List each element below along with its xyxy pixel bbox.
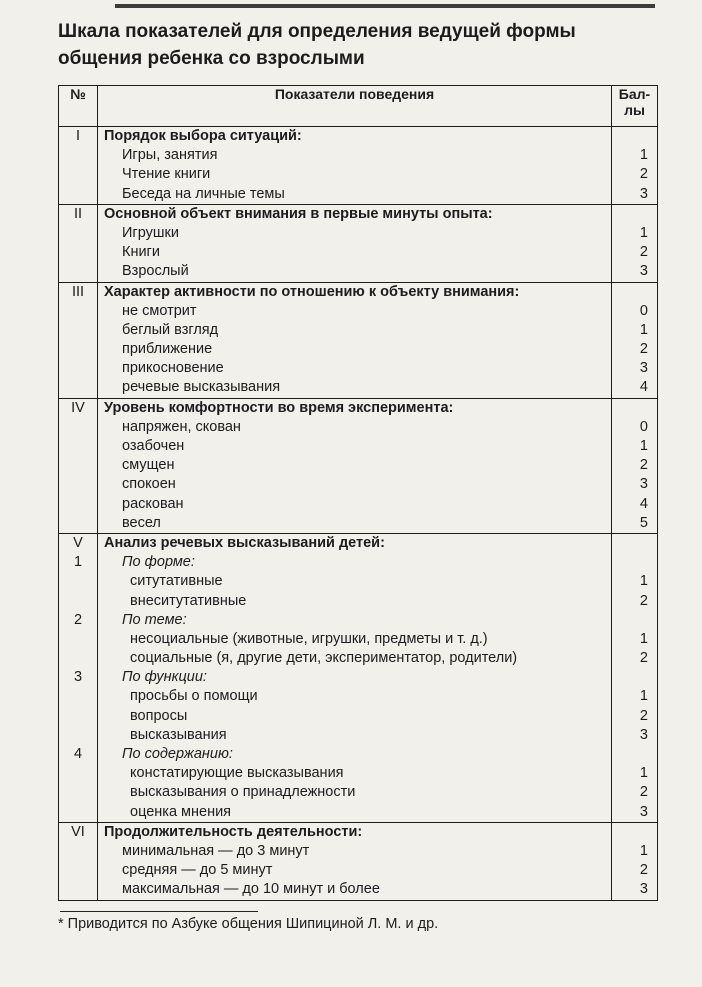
section-row [59, 127, 658, 205]
section-points-cell [612, 204, 658, 282]
indicator-score: 3 [639, 476, 648, 493]
indicator-item: социальные (я, другие дети, экспериментатор, родители) [130, 650, 518, 667]
indicator-item: несоциальные (животные, игрушки, предметы и т. д.) [130, 630, 488, 647]
points-spacer [612, 127, 657, 146]
indicator-item: Игрушки [122, 224, 179, 241]
subsection-number: 1 [73, 554, 83, 571]
indicator-item: вопросы [130, 707, 188, 724]
section-indicators-cell [98, 822, 612, 900]
subsection-number: 3 [73, 669, 83, 686]
number-spacer [59, 514, 97, 533]
number-spacer [59, 649, 97, 668]
section-row [59, 282, 658, 398]
indicator-item: весел [122, 514, 161, 531]
indicator-item: минимальная — до 3 минут [122, 842, 310, 859]
section-number-cell [59, 204, 98, 282]
number-spacer [59, 378, 97, 397]
indicator-score: 4 [639, 495, 648, 512]
indicator-score: 1 [639, 688, 648, 705]
number-spacer [59, 726, 97, 745]
points-spacer [612, 205, 657, 224]
number-spacer [59, 302, 97, 321]
indicator-score: 3 [639, 263, 648, 280]
points-spacer [612, 668, 657, 687]
indicator-score: 3 [639, 360, 648, 377]
section-number: VI [71, 823, 85, 840]
indicator-item: озабочен [122, 438, 185, 454]
subsection-number: 2 [73, 611, 83, 628]
indicator-score: 2 [639, 592, 648, 609]
indicator-score: 3 [639, 185, 648, 202]
number-spacer [59, 630, 97, 649]
number-spacer [59, 165, 97, 184]
indicator-score: 0 [639, 302, 648, 319]
indicator-score: 5 [639, 514, 648, 531]
number-spacer [59, 456, 97, 475]
number-spacer [59, 262, 97, 281]
header-points: Бал- лы [612, 86, 658, 127]
subsection-title: По теме: [122, 611, 187, 628]
number-spacer [59, 418, 97, 437]
indicator-score: 1 [639, 842, 648, 859]
number-spacer [59, 764, 97, 783]
number-spacer [59, 803, 97, 822]
indicator-score: 2 [639, 862, 648, 879]
indicator-item: прикосновение [122, 360, 224, 377]
section-row [59, 822, 658, 900]
section-indicators-cell [98, 533, 612, 822]
section-points-cell [612, 282, 658, 398]
number-spacer [59, 437, 97, 456]
indicator-item: ситутативные [130, 573, 223, 590]
points-spacer [612, 823, 657, 842]
section-number: IV [71, 399, 85, 416]
indicator-item: смущен [122, 457, 175, 474]
section-number-cell [59, 282, 98, 398]
section-title: Анализ речевых высказываний детей: [104, 534, 385, 551]
indicator-score: 3 [639, 881, 648, 898]
number-spacer [59, 495, 97, 514]
indicator-score: 1 [639, 573, 648, 590]
indicator-score: 1 [639, 321, 648, 338]
indicator-score: 1 [639, 765, 648, 782]
section-indicators-cell [98, 398, 612, 533]
top-rule [115, 4, 655, 8]
section-points-cell [612, 398, 658, 533]
indicator-score: 2 [639, 244, 648, 261]
indicator-item: констатирующие высказывания [130, 765, 344, 782]
indicator-score: 2 [639, 341, 648, 358]
section-points-cell [612, 822, 658, 900]
section-number: I [75, 128, 81, 144]
indicator-item: раскован [122, 495, 184, 512]
indicator-item: Игры, занятия [122, 147, 218, 164]
section-points-cell [612, 533, 658, 822]
number-spacer [59, 340, 97, 359]
section-indicators-cell [98, 204, 612, 282]
subsection-title: По форме: [122, 554, 195, 571]
section-row [59, 398, 658, 533]
indicator-item: не смотрит [122, 302, 197, 319]
points-spacer [612, 745, 657, 764]
indicator-score: 2 [639, 166, 648, 183]
number-spacer [59, 224, 97, 243]
indicator-score: 2 [639, 707, 648, 724]
header-num: № [59, 86, 98, 127]
footnote: * Приводится по Азбуке общения Шипициной Л. М. и др. [58, 916, 439, 932]
section-title: Уровень комфортности во время эксперимента: [104, 399, 454, 416]
number-spacer [59, 707, 97, 726]
indicator-item: спокоен [122, 476, 176, 493]
number-spacer [59, 146, 97, 165]
section-row [59, 533, 658, 822]
points-spacer [612, 399, 657, 418]
section-indicators-cell [98, 127, 612, 205]
subsection-title: По содержанию: [122, 746, 233, 762]
subsection-number: 4 [73, 746, 83, 762]
indicator-item: высказывания о принадлежности [130, 784, 356, 801]
indicator-score: 2 [639, 650, 648, 667]
indicator-score: 2 [639, 784, 648, 801]
number-spacer [59, 783, 97, 802]
indicator-item: речевые высказывания [122, 379, 281, 396]
number-spacer [59, 572, 97, 591]
footnote-rule [60, 911, 258, 912]
indicator-item: Беседа на личные темы [122, 185, 285, 202]
number-spacer [59, 592, 97, 611]
indicator-score: 3 [639, 726, 648, 743]
section-title: Основной объект внимания в первые минуты опыта: [104, 205, 493, 222]
indicator-score: 1 [639, 147, 648, 164]
indicator-item: оценка мнения [130, 803, 232, 820]
indicator-score: 3 [639, 803, 648, 820]
number-spacer [59, 842, 97, 861]
number-spacer [59, 321, 97, 340]
section-number: III [71, 283, 85, 300]
number-spacer [59, 861, 97, 880]
indicator-score: 1 [639, 224, 648, 241]
points-spacer [612, 283, 657, 302]
indicator-item: приближение [122, 341, 213, 358]
section-title: Порядок выбора ситуаций: [104, 128, 302, 144]
table-header-row [59, 86, 658, 127]
points-spacer [612, 534, 657, 553]
indicator-item: беглый взгляд [122, 321, 219, 338]
subsection-title: По функции: [122, 669, 207, 686]
indicator-item: просьбы о помощи [130, 688, 258, 705]
number-spacer [59, 185, 97, 204]
page-title: Шкала показателей для определения ведущей формы общения ребенка со взрослыми [58, 21, 576, 69]
header-indicators: Показатели поведения [98, 86, 612, 127]
points-spacer [612, 611, 657, 630]
indicator-item: напряжен, скован [122, 418, 241, 435]
indicator-score: 4 [639, 379, 648, 396]
indicator-score: 0 [639, 418, 648, 435]
number-spacer [59, 359, 97, 378]
points-spacer [612, 553, 657, 572]
indicator-item: средняя — до 5 минут [122, 862, 273, 879]
section-number-cell [59, 822, 98, 900]
section-number-cell [59, 533, 98, 822]
indicator-item: Книги [122, 244, 160, 261]
section-title: Продолжительность деятельности: [104, 823, 363, 840]
number-spacer [59, 880, 97, 899]
indicator-score: 1 [639, 438, 648, 454]
section-indicators-cell [98, 282, 612, 398]
section-points-cell [612, 127, 658, 205]
section-number: II [73, 205, 83, 222]
indicator-item: высказывания [130, 726, 227, 743]
number-spacer [59, 243, 97, 262]
section-title: Характер активности по отношению к объекту внимания: [104, 283, 520, 300]
indicator-item: Чтение книги [122, 166, 211, 183]
section-row [59, 204, 658, 282]
section-number: V [73, 534, 83, 551]
number-spacer [59, 475, 97, 494]
indicator-score: 2 [639, 457, 648, 474]
number-spacer [59, 687, 97, 706]
section-number-cell [59, 127, 98, 205]
section-number-cell [59, 398, 98, 533]
indicator-item: внеситутативные [130, 592, 247, 609]
indicator-score: 1 [639, 630, 648, 647]
indicator-item: максимальная — до 10 минут и более [122, 881, 380, 898]
indicator-table [58, 85, 658, 901]
indicator-item: Взрослый [122, 263, 189, 280]
